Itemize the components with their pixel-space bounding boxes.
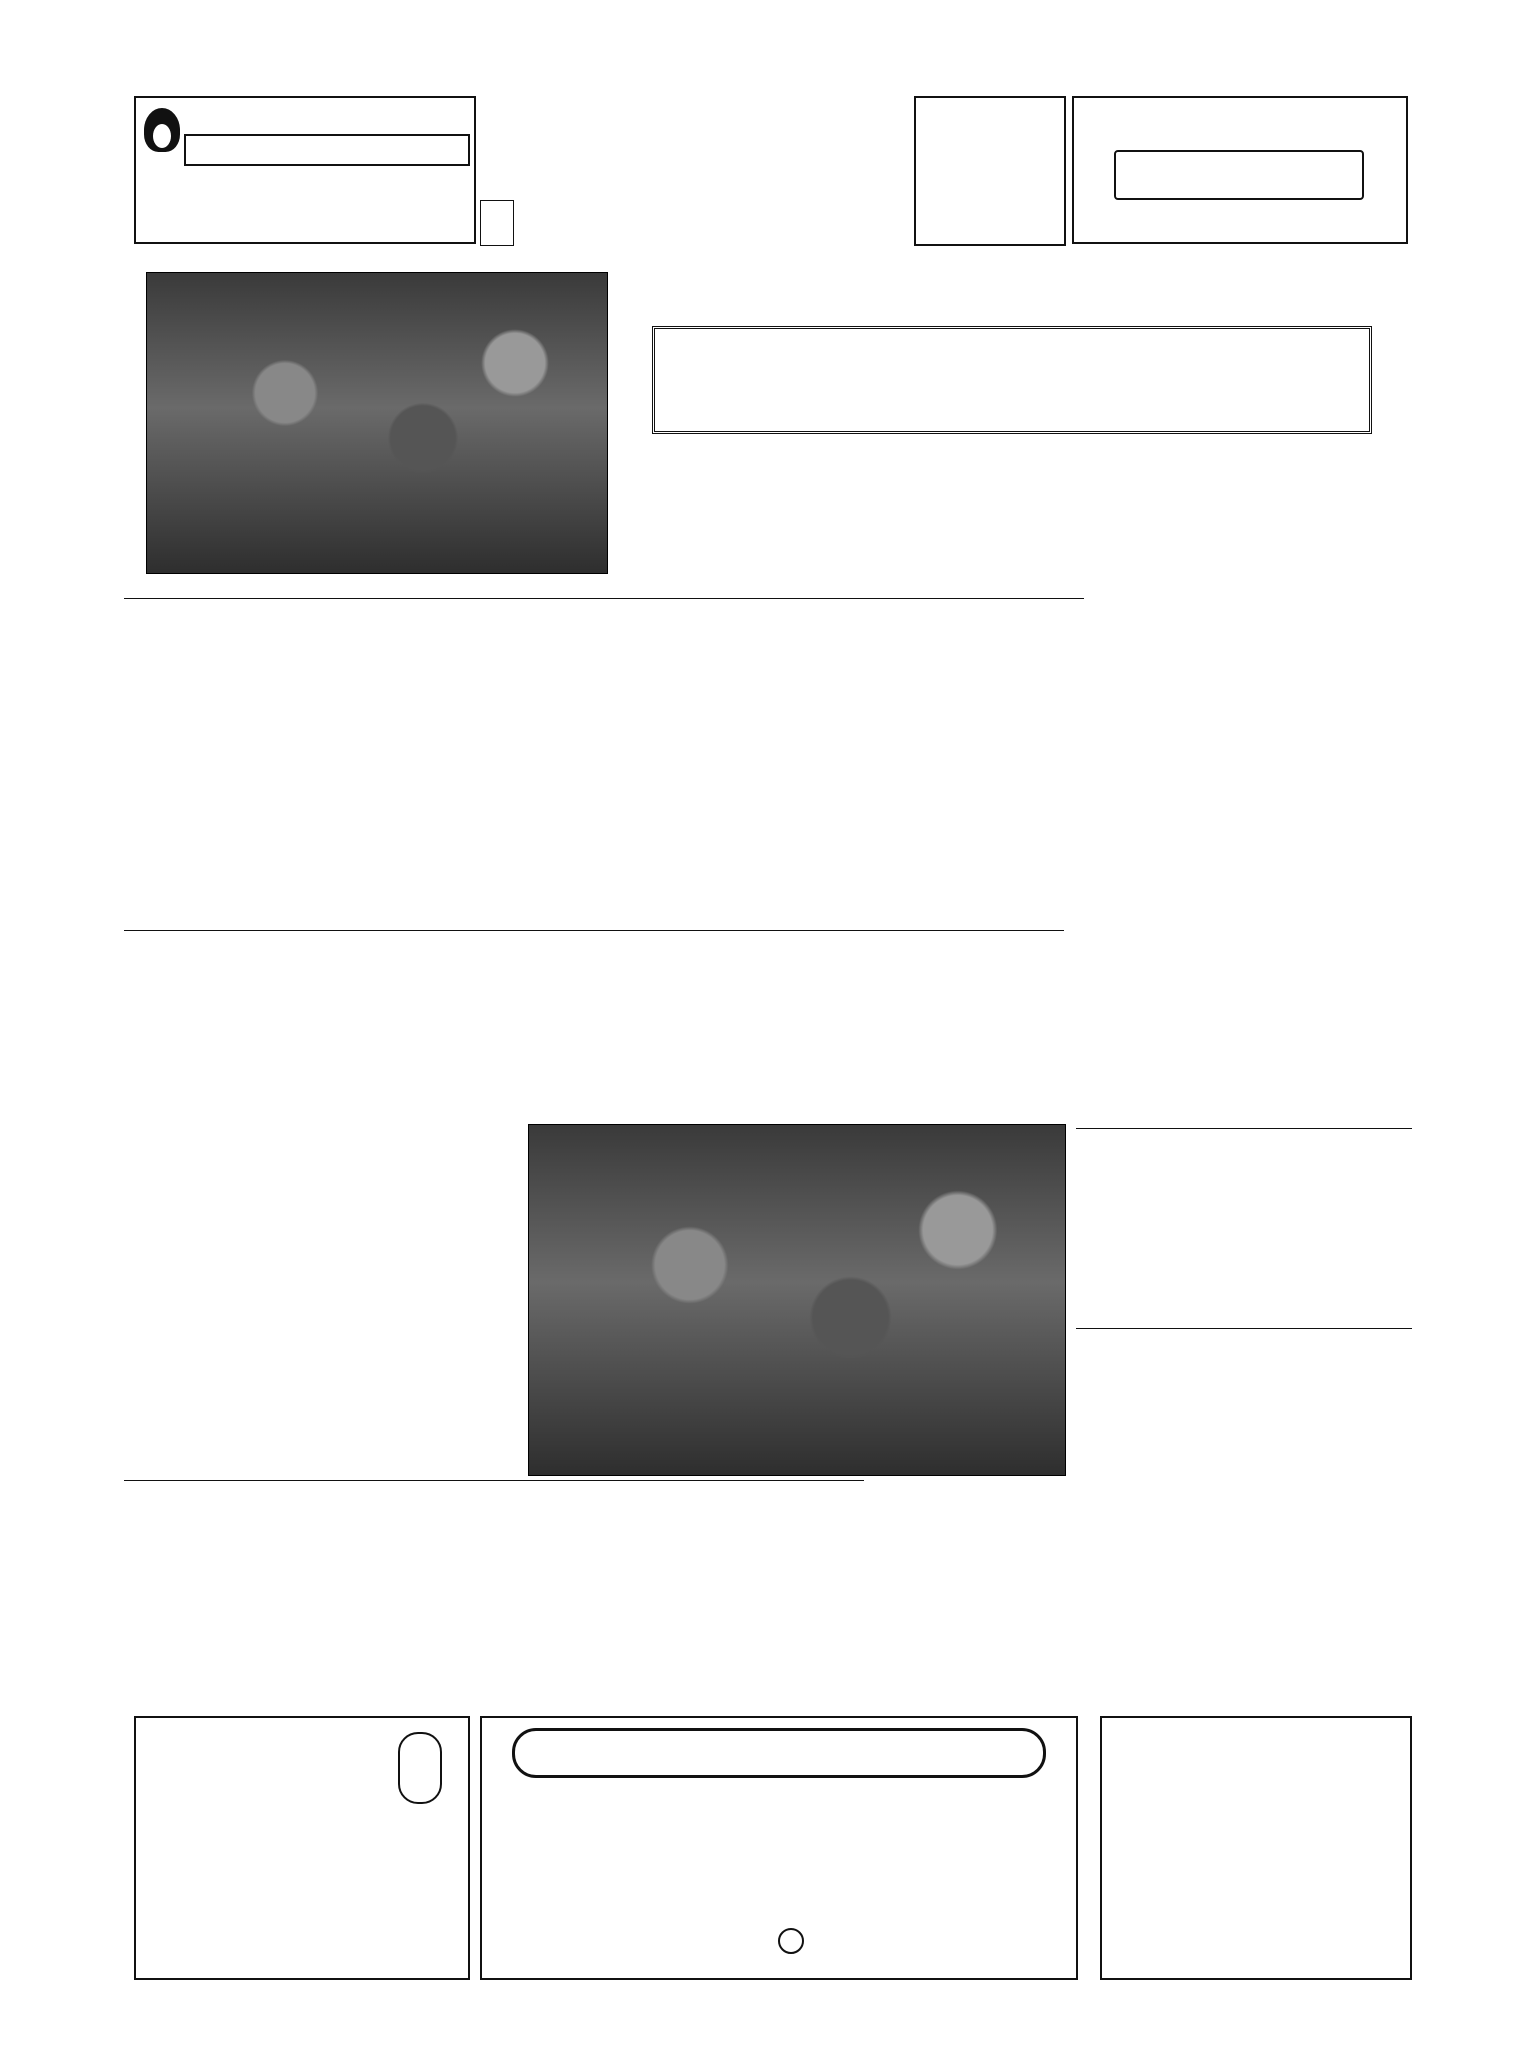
obituary <box>1100 1716 1412 1980</box>
temp-body <box>124 1488 448 1700</box>
board-body <box>880 1486 1210 1700</box>
press-body <box>124 1122 420 1472</box>
cleaner-name <box>184 134 470 166</box>
ad-cleaner <box>134 96 476 244</box>
lead-body-1 <box>1090 444 1250 914</box>
results-col-b <box>1076 1136 1412 1324</box>
recruit-title <box>512 1728 1046 1778</box>
divider-results-2 <box>1076 1328 1412 1329</box>
doll-badge <box>398 1732 442 1804</box>
divider-results <box>1076 1128 1412 1129</box>
lead-body-continued <box>930 612 1030 912</box>
results-col-a <box>1076 944 1334 1124</box>
lead-body-5 <box>620 444 678 584</box>
mizuno-logo-icon <box>778 1928 804 1954</box>
divider-3 <box>124 1480 864 1481</box>
lead-photo <box>146 272 608 574</box>
publisher-box <box>914 96 1066 246</box>
divider-1 <box>124 598 1084 599</box>
turnout-list-mid-left <box>124 938 514 1114</box>
ad-kinseido <box>1072 96 1408 244</box>
ad-doll <box>134 1716 470 1980</box>
turnout-list-mid <box>520 938 1064 1114</box>
ad-recruit <box>480 1716 1078 1980</box>
holiday-note <box>480 200 514 246</box>
crowd-photo <box>528 1124 1066 1476</box>
obituary-text <box>1220 1730 1404 1970</box>
kinseido-name <box>1114 150 1364 200</box>
turnout-list-top <box>124 612 784 926</box>
masthead-edition <box>496 120 526 152</box>
press-body-continued <box>520 1488 870 1700</box>
divider-2 <box>124 930 1064 931</box>
penguin-icon <box>144 108 180 152</box>
lead-headline <box>652 326 1372 434</box>
